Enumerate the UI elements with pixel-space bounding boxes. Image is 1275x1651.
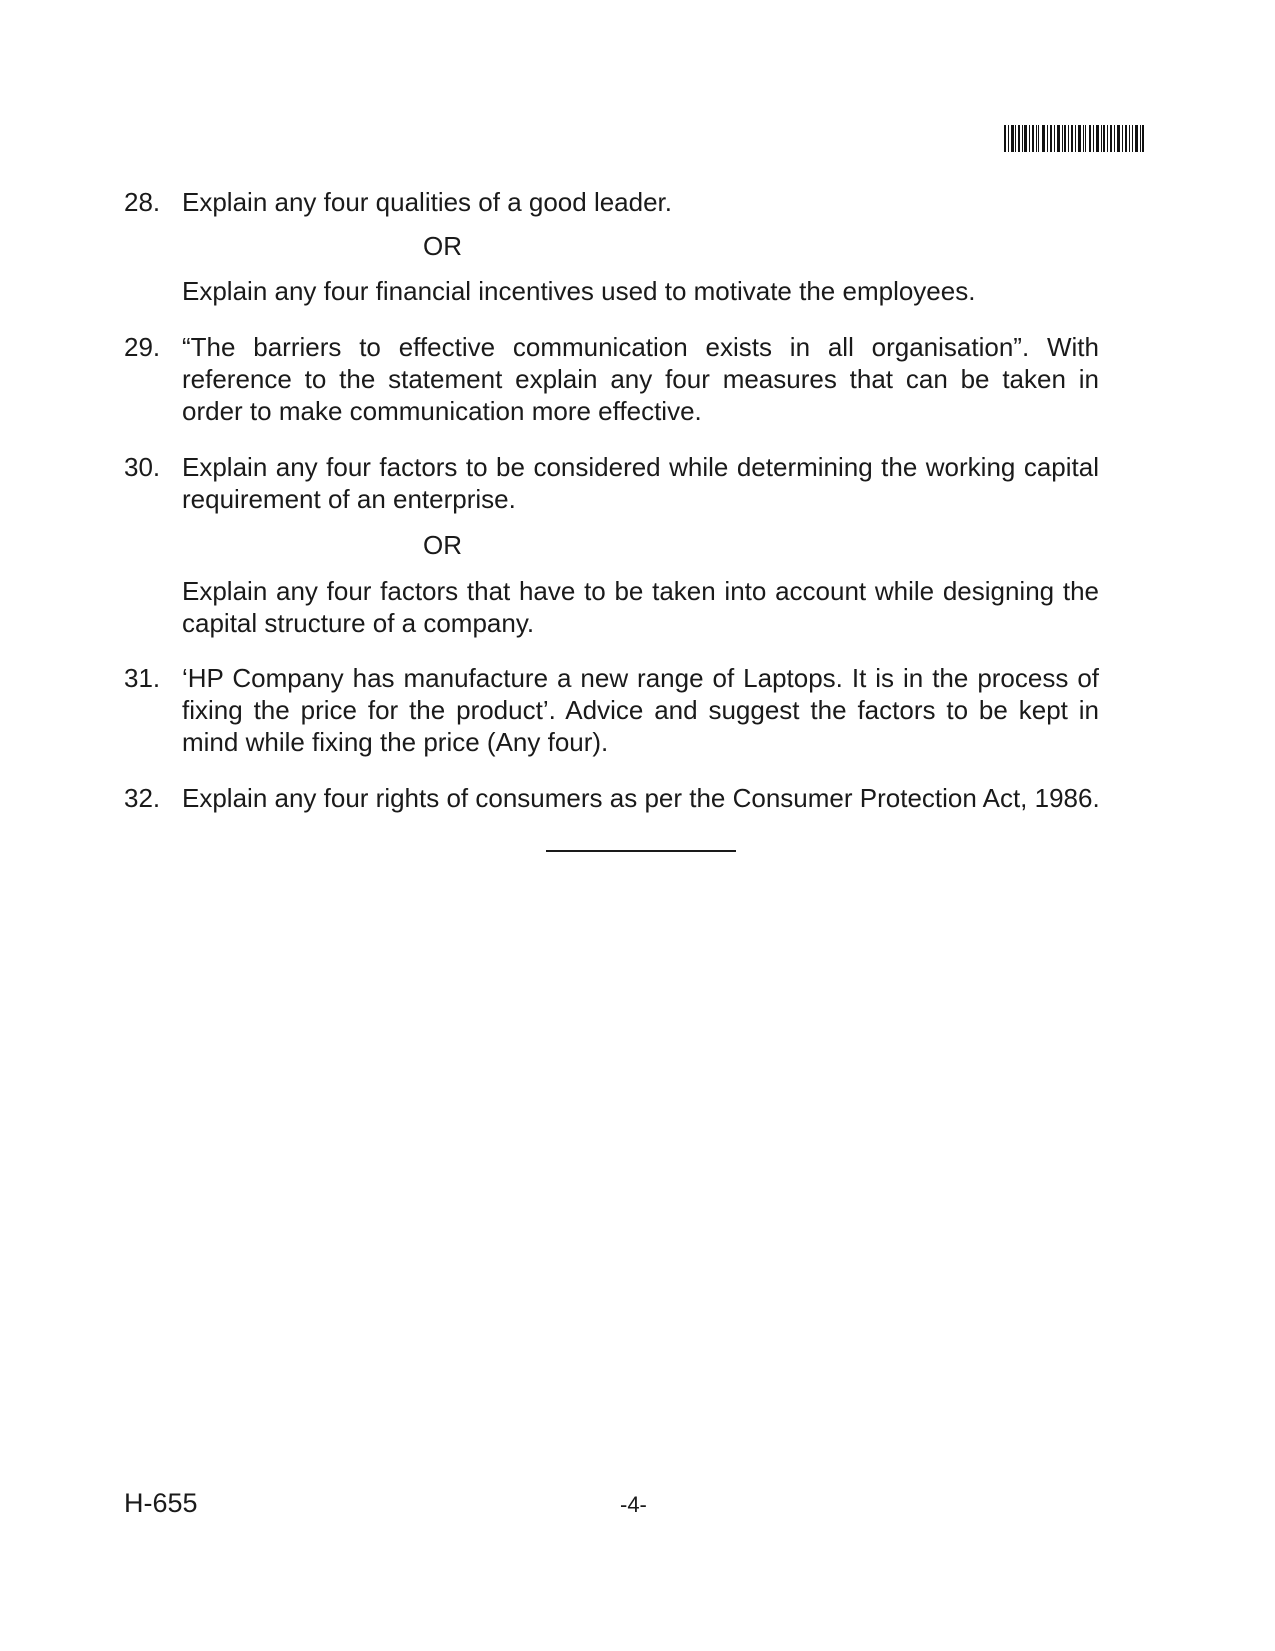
- question-number: 32.: [124, 783, 161, 813]
- question-text: Explain any four factors to be considered while determining the working capital requirement of an enterprise.: [182, 452, 1099, 514]
- question-number: 28.: [124, 187, 161, 217]
- paper-code: H-655: [124, 1488, 198, 1518]
- question-31: [124, 662, 1099, 758]
- question-28-alternative: Explain any four financial incentives used to motivate the employees.: [182, 276, 976, 306]
- question-text: ‘HP Company has manufacture a new range of Laptops. It is in the process of fixing the price for the product’. Advice and suggest the factors to be kept in mind while fixing the price (Any four).: [182, 663, 1099, 757]
- page-number: -4-: [620, 1492, 647, 1517]
- question-30-alternative: Explain any four factors that have to be taken into account while designing the capital structure of a company.: [182, 576, 1099, 638]
- question-29: [124, 331, 1099, 427]
- or-label: OR: [423, 231, 462, 261]
- question-number: 29.: [124, 332, 161, 362]
- question-text: Explain any four rights of consumers as per the Consumer Protection Act, 1986.: [182, 783, 1100, 813]
- question-28: [124, 186, 1099, 218]
- barcode: [1004, 125, 1144, 152]
- question-text: Explain any four qualities of a good leader.: [182, 187, 673, 217]
- question-30: [124, 451, 1099, 515]
- or-label: OR: [423, 530, 462, 560]
- question-text: “The barriers to effective communication exists in all organisation”. With reference to the statement explain any four measures that can be taken in order to make communication more effective.: [182, 332, 1099, 426]
- question-number: 30.: [124, 452, 161, 482]
- question-number: 31.: [124, 663, 161, 693]
- end-divider: [546, 850, 736, 852]
- question-32: [124, 782, 1099, 814]
